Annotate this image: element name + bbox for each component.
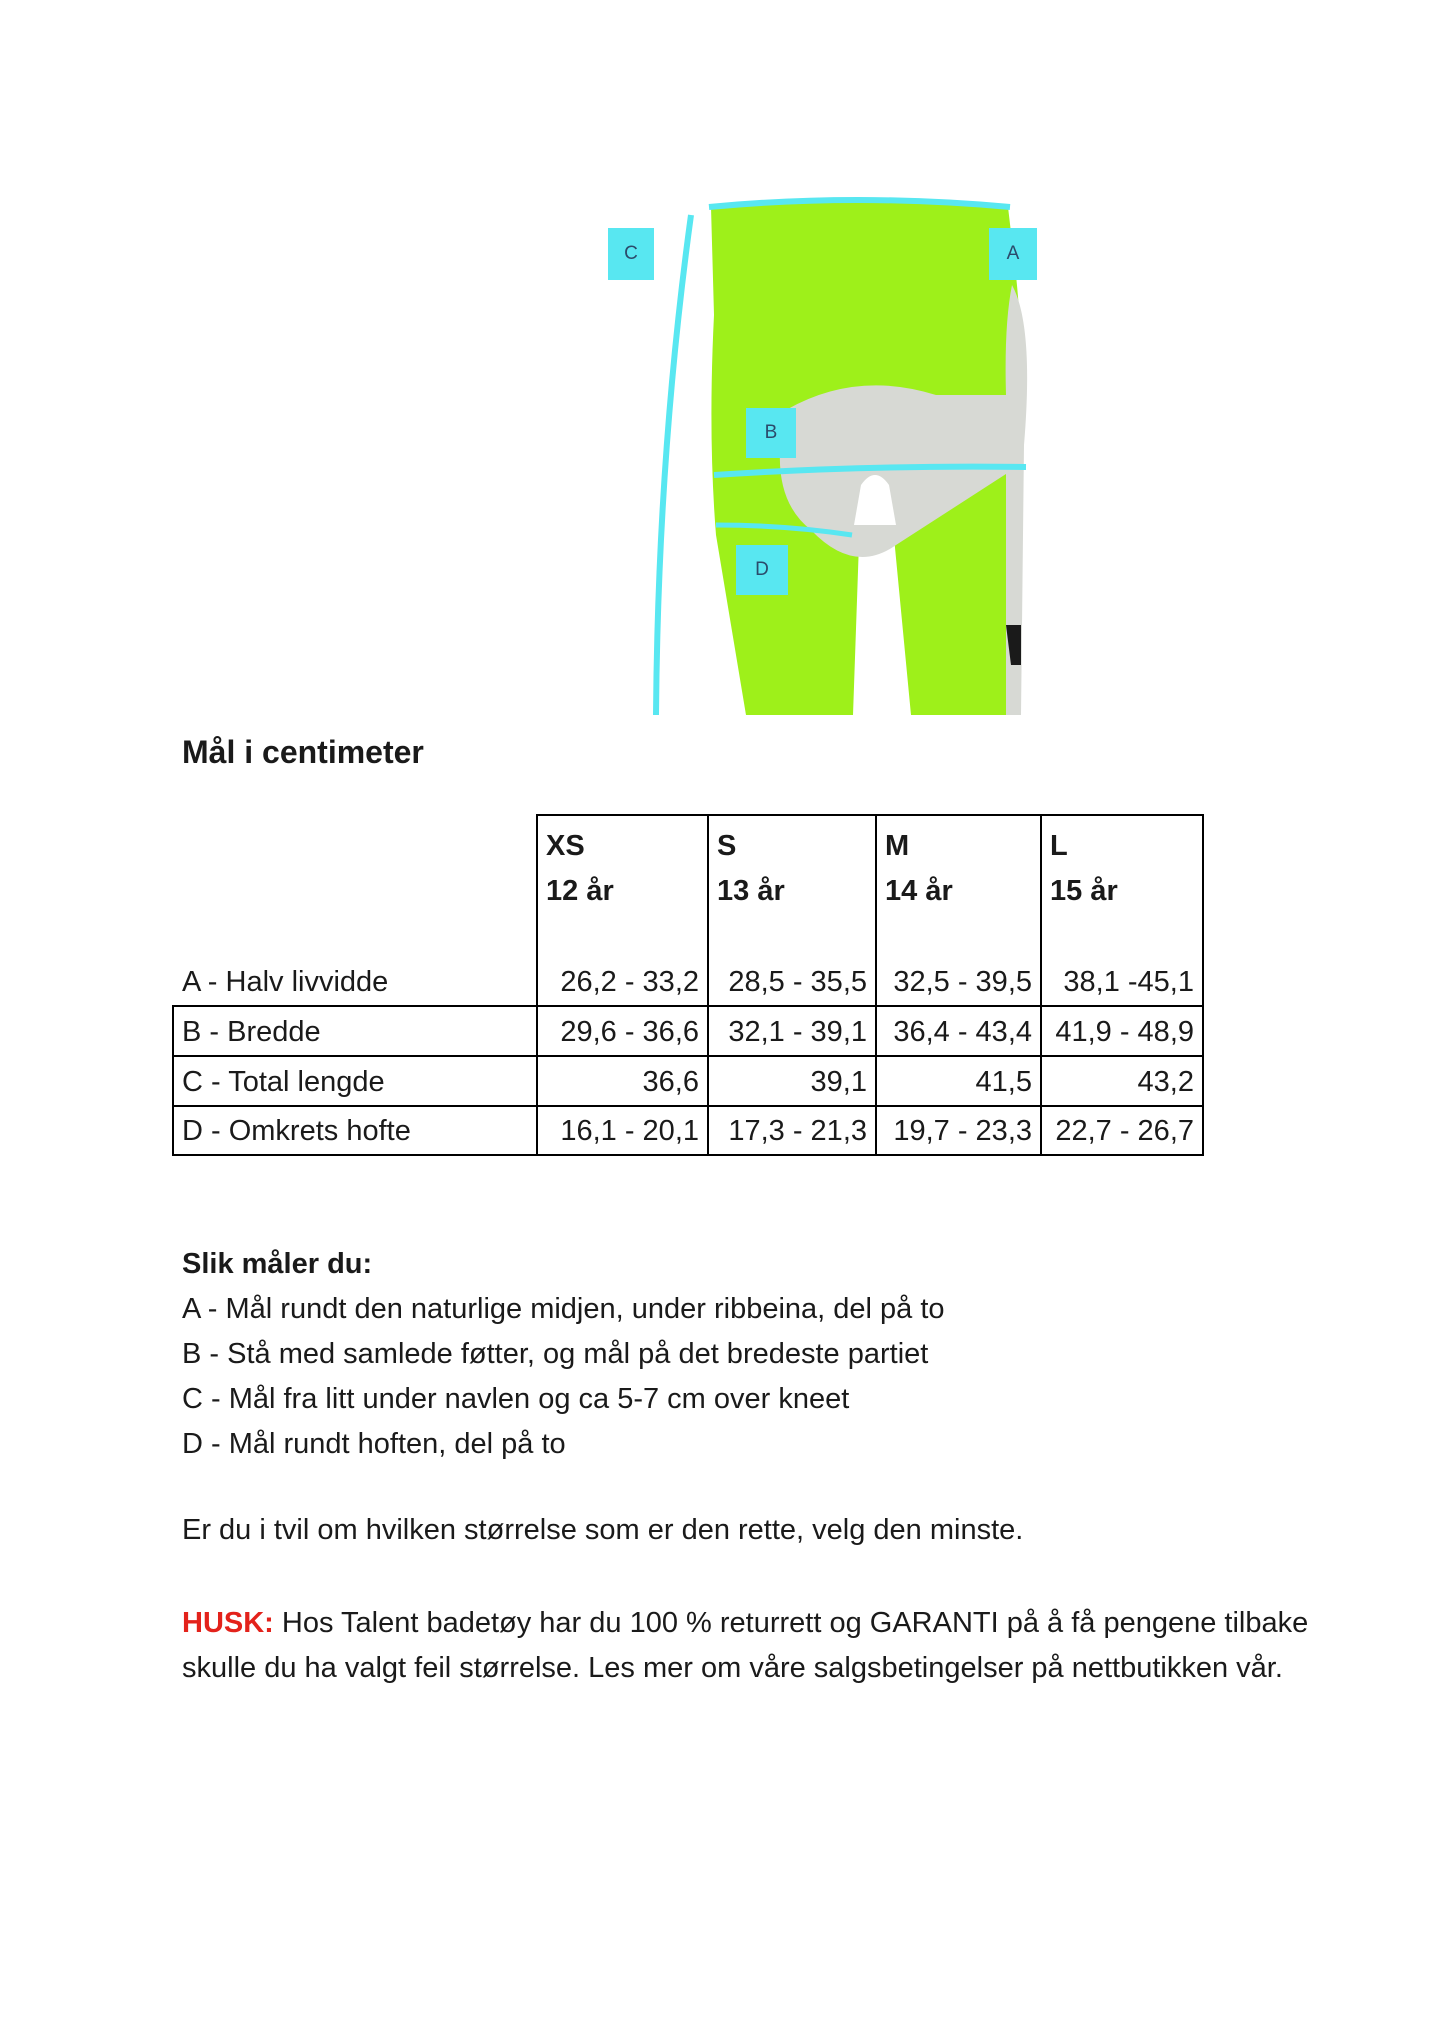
instructions-heading: Slik måler du: (182, 1248, 373, 1280)
size-header-xs: XS (546, 830, 585, 862)
husk-text-line1: Hos Talent badetøy har du 100 % returrett og GARANTI på å få pengene tilbake (273, 1607, 1309, 1639)
table-cell: 36,6 (642, 1066, 699, 1098)
table-cell: 22,7 - 26,7 (1055, 1115, 1194, 1147)
size-tip: Er du i tvil om hvilken størrelse som er den rette, velg den minste. (182, 1514, 1024, 1546)
label-a: A (989, 228, 1037, 280)
table-cell: 17,3 - 21,3 (728, 1115, 867, 1147)
husk-label: HUSK: (182, 1607, 274, 1639)
table-cell: 38,1 -45,1 (1063, 966, 1194, 998)
size-header-l: L (1050, 830, 1068, 862)
label-d: D (736, 545, 788, 595)
table-cell: 29,6 - 36,6 (560, 1016, 699, 1048)
instruction-line: C - Mål fra litt under navlen og ca 5-7 cm over kneet (182, 1383, 850, 1415)
table-cell: 41,9 - 48,9 (1055, 1016, 1194, 1048)
page-title: Mål i centimeter (182, 734, 424, 770)
table-cell: 39,1 (810, 1066, 867, 1098)
table-cell: 36,4 - 43,4 (893, 1016, 1032, 1048)
size-header-s: S (717, 830, 737, 862)
age-header-l: 15 år (1050, 875, 1118, 907)
age-header-xs: 12 år (546, 875, 614, 907)
table-cell: 43,2 (1137, 1066, 1194, 1098)
table-cell: 16,1 - 20,1 (560, 1115, 699, 1147)
age-header-m: 14 år (885, 875, 953, 907)
label-c: C (608, 228, 654, 280)
row-label-b: B - Bredde (182, 1016, 321, 1048)
table-cell: 41,5 (975, 1066, 1032, 1098)
instruction-line: D - Mål rundt hoften, del på to (182, 1428, 566, 1460)
shorts-measurement-diagram (596, 195, 1096, 725)
table-cell: 19,7 - 23,3 (893, 1115, 1032, 1147)
table-cell: 28,5 - 35,5 (728, 966, 867, 998)
size-header-m: M (885, 830, 910, 862)
row-label-a: A - Halv livvidde (182, 966, 389, 998)
age-header-s: 13 år (717, 875, 785, 907)
length-measure-line (656, 215, 691, 715)
instruction-line: B - Stå med samlede føtter, og mål på det bredeste partiet (182, 1338, 929, 1370)
return-policy-note (182, 1601, 1382, 1691)
table-cell: 26,2 - 33,2 (560, 966, 699, 998)
husk-text-line2: skulle du ha valgt feil størrelse. Les mer om våre salgsbetingelser på nettbutikken vår. (182, 1652, 1283, 1684)
row-label-d: D - Omkrets hofte (182, 1115, 411, 1147)
measuring-instructions (182, 1242, 945, 1467)
table-cell: 32,1 - 39,1 (728, 1016, 867, 1048)
table-cell: 32,5 - 39,5 (893, 966, 1032, 998)
row-label-c: C - Total lengde (182, 1066, 385, 1098)
label-b: B (746, 408, 796, 458)
instruction-line: A - Mål rundt den naturlige midjen, under ribbeina, del på to (182, 1293, 945, 1325)
